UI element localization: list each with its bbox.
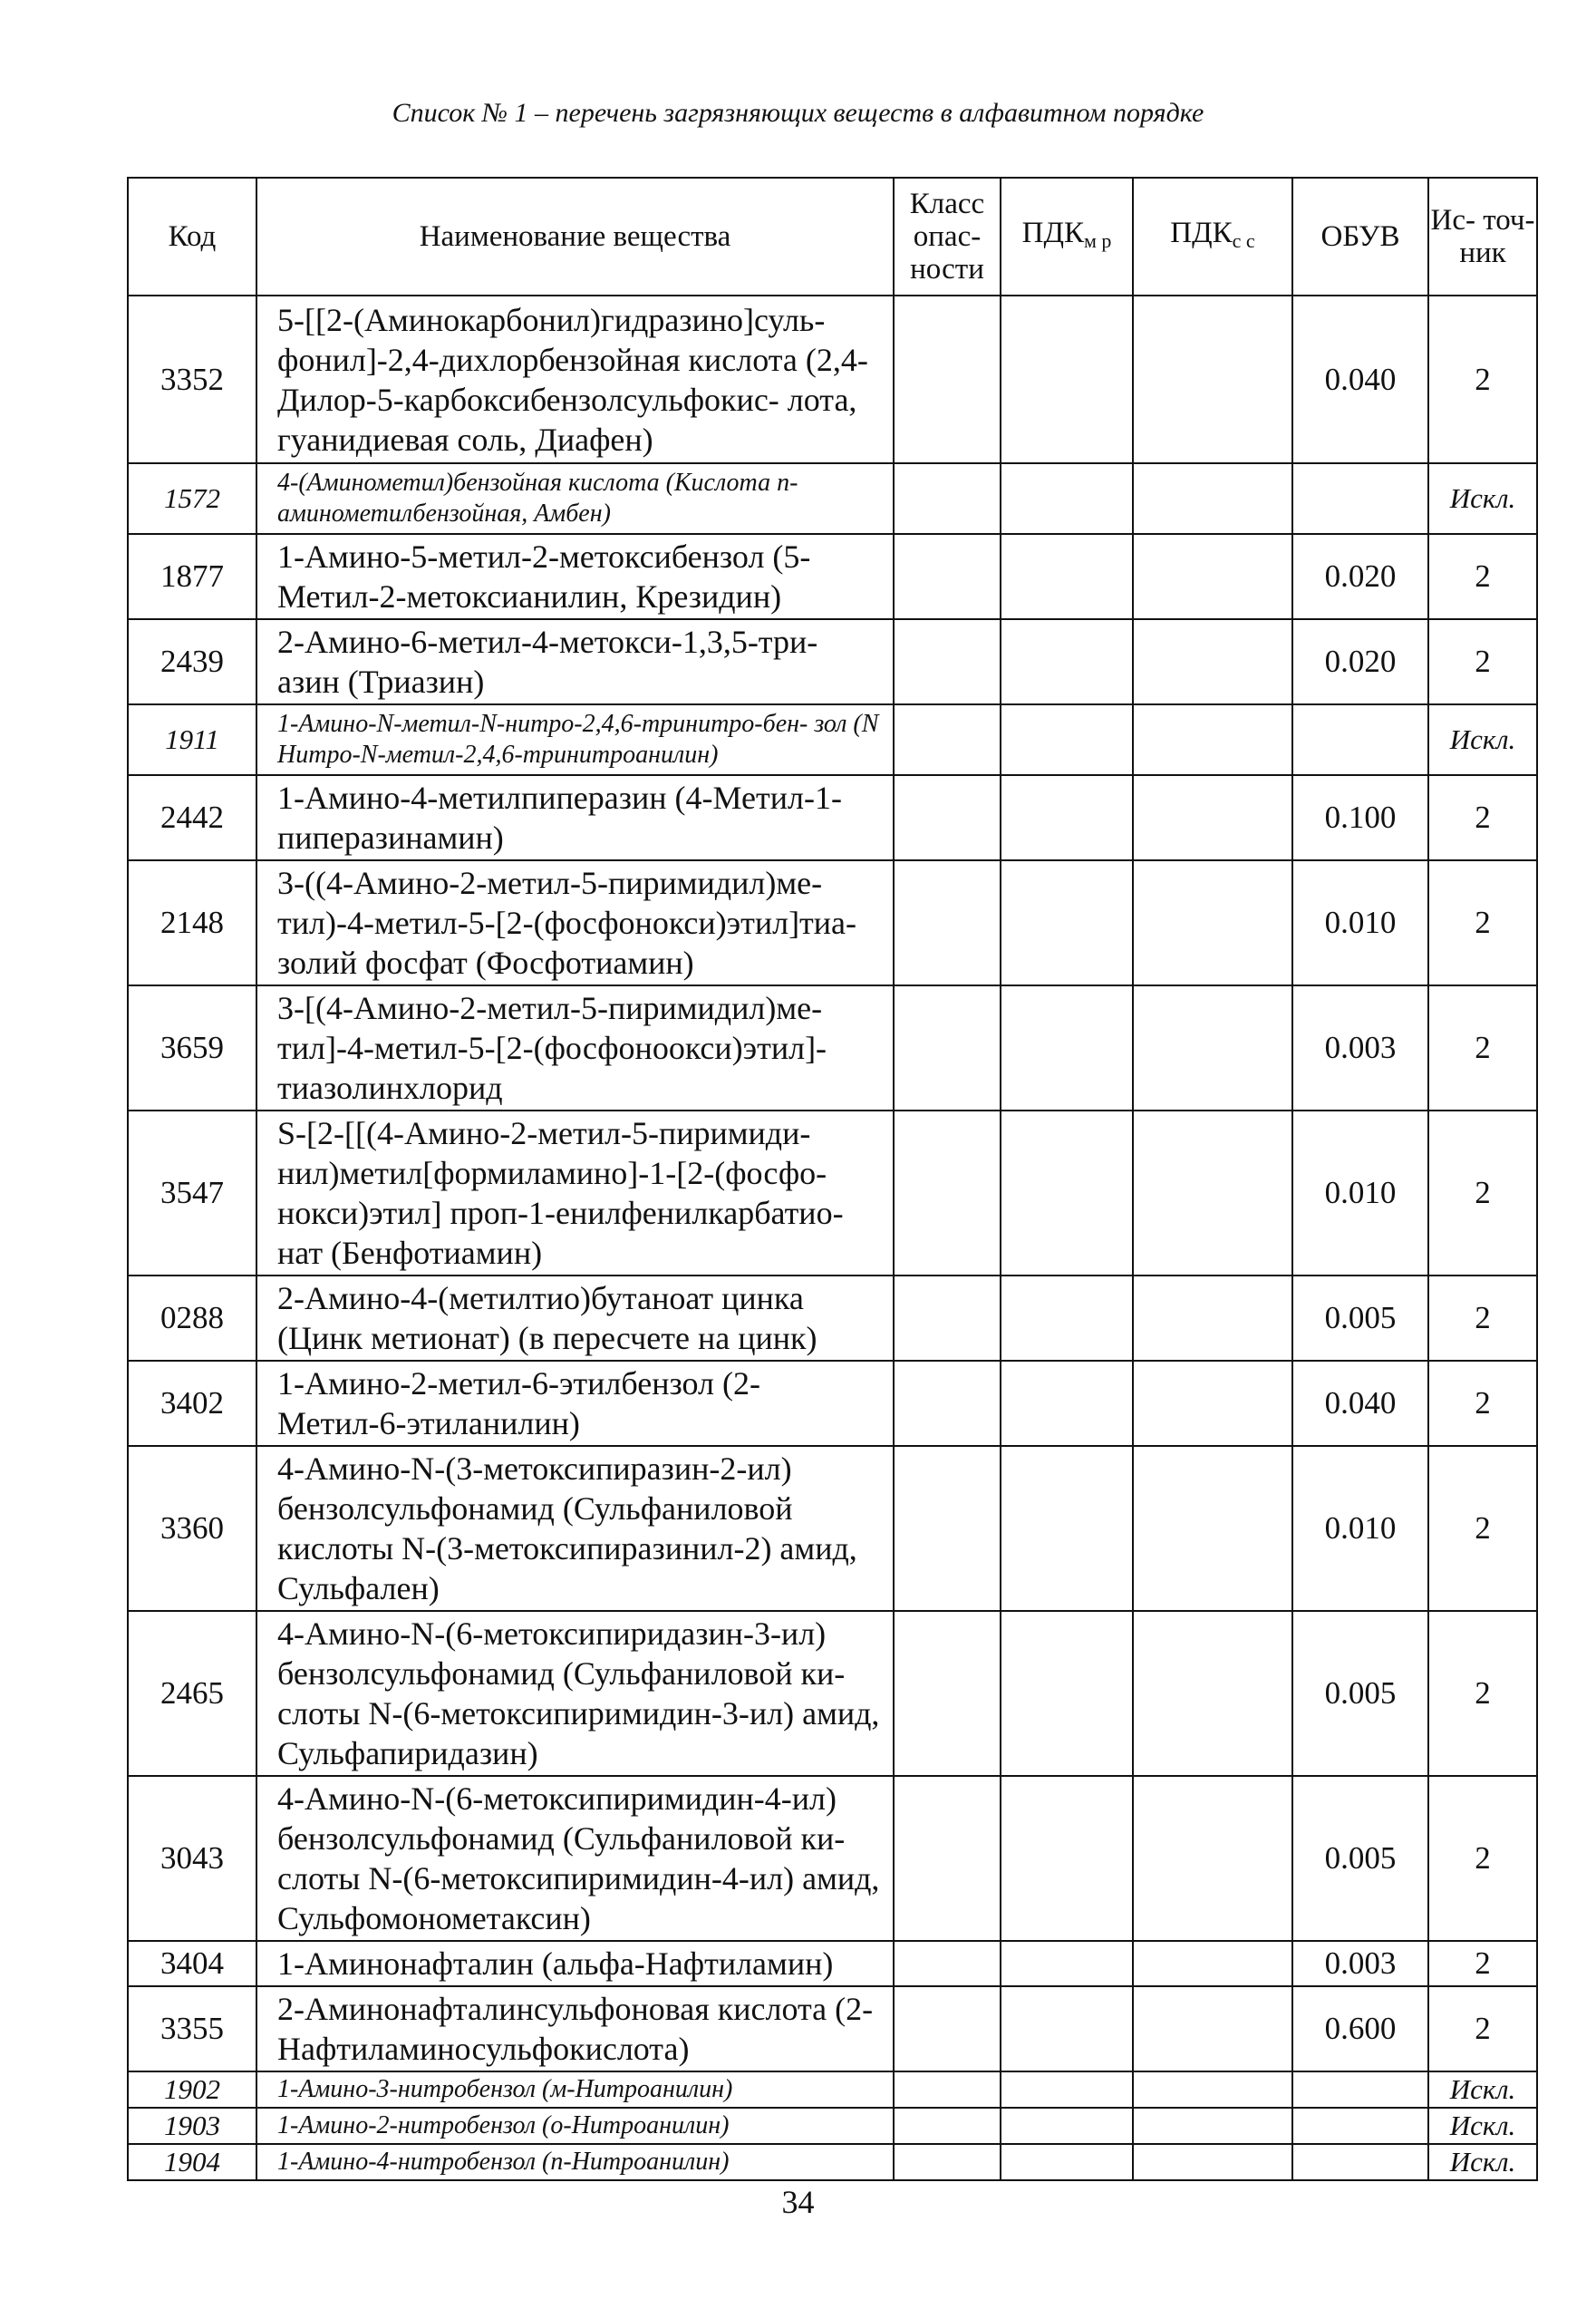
cell-code: 2465 bbox=[128, 1611, 256, 1776]
cell-pdk-mr bbox=[1001, 775, 1133, 860]
cell-name: 4-(Аминометил)бензойная кислота (Кислота п-аминометилбензойная, Амбен) bbox=[256, 463, 894, 534]
cell-name: 5-[[2-(Аминокарбонил)гидразино]суль- фонил]-2,4-дихлорбензойная кислота (2,4-Дилор-5-карбоксибензолсульфокис- лота, гуанидиевая соль, Диафен) bbox=[256, 296, 894, 463]
cell-source: 2 bbox=[1428, 985, 1537, 1111]
cell-class bbox=[894, 704, 1001, 775]
cell-name: 3-((4-Амино-2-метил-5-пиримидил)ме- тил)-4-метил-5-[2-(фосфонокси)этил]тиа- золий фосфат (Фосфотиамин) bbox=[256, 860, 894, 985]
table-row bbox=[128, 619, 1537, 704]
cell-pdk-mr bbox=[1001, 860, 1133, 985]
cell-pdk-mr bbox=[1001, 534, 1133, 619]
cell-pdk-ss bbox=[1133, 1111, 1292, 1276]
cell-code: 1903 bbox=[128, 2108, 256, 2144]
cell-source: Искл. bbox=[1428, 704, 1537, 775]
table-row bbox=[128, 1611, 1537, 1776]
cell-source: 2 bbox=[1428, 1986, 1537, 2071]
page-title: Список № 1 – перечень загрязняющих веществ в алфавитном порядке bbox=[392, 98, 1204, 128]
cell-name: 1-Амино-5-метил-2-метоксибензол (5-Метил-2-метоксианилин, Крезидин) bbox=[256, 534, 894, 619]
cell-pdk-ss bbox=[1133, 1941, 1292, 1986]
cell-class bbox=[894, 985, 1001, 1111]
cell-code: 3547 bbox=[128, 1111, 256, 1276]
table-row bbox=[128, 1776, 1537, 1941]
cell-code: 3404 bbox=[128, 1941, 256, 1986]
cell-pdk-mr bbox=[1001, 296, 1133, 463]
table-row bbox=[128, 1941, 1537, 1986]
cell-pdk-mr bbox=[1001, 1776, 1133, 1941]
cell-source: 2 bbox=[1428, 296, 1537, 463]
cell-source: 2 bbox=[1428, 1111, 1537, 1276]
cell-obuv: 0.003 bbox=[1292, 1941, 1428, 1986]
table-row bbox=[128, 985, 1537, 1111]
cell-obuv: 0.003 bbox=[1292, 985, 1428, 1111]
cell-obuv: 0.010 bbox=[1292, 860, 1428, 985]
cell-class bbox=[894, 1986, 1001, 2071]
cell-obuv bbox=[1292, 2144, 1428, 2180]
header-source: Ис- точ- ник bbox=[1428, 178, 1537, 296]
cell-name: 1-Аминонафталин (альфа-Нафтиламин) bbox=[256, 1941, 894, 1986]
cell-class bbox=[894, 619, 1001, 704]
header-pdk-ss bbox=[1133, 178, 1292, 296]
cell-pdk-mr bbox=[1001, 1446, 1133, 1611]
cell-class bbox=[894, 1276, 1001, 1361]
cell-code: 1877 bbox=[128, 534, 256, 619]
page-number: 34 bbox=[781, 2184, 815, 2220]
cell-source: Искл. bbox=[1428, 463, 1537, 534]
cell-obuv: 0.100 bbox=[1292, 775, 1428, 860]
cell-pdk-mr bbox=[1001, 985, 1133, 1111]
cell-code: 3659 bbox=[128, 985, 256, 1111]
cell-source: 2 bbox=[1428, 1276, 1537, 1361]
header-pdk-mr bbox=[1001, 178, 1133, 296]
cell-code: 2442 bbox=[128, 775, 256, 860]
cell-pdk-mr bbox=[1001, 2108, 1133, 2144]
cell-name: 2-Аминонафталинсульфоновая кислота (2-Нафтиламиносульфокислота) bbox=[256, 1986, 894, 2071]
cell-source: Искл. bbox=[1428, 2108, 1537, 2144]
cell-pdk-ss bbox=[1133, 1361, 1292, 1446]
cell-pdk-mr bbox=[1001, 1276, 1133, 1361]
cell-source: 2 bbox=[1428, 860, 1537, 985]
cell-code: 0288 bbox=[128, 1276, 256, 1361]
cell-pdk-mr bbox=[1001, 704, 1133, 775]
cell-pdk-ss bbox=[1133, 2144, 1292, 2180]
cell-source: Искл. bbox=[1428, 2071, 1537, 2108]
header-pdk-ss-sub: с с bbox=[1232, 228, 1255, 252]
header-hazard-class: Класс опас- ности bbox=[894, 178, 1001, 296]
cell-obuv: 0.005 bbox=[1292, 1611, 1428, 1776]
cell-name: 1-Амино-N-метил-N-нитро-2,4,6-тринитро-бен- зол (N Нитро-N-метил-2,4,6-тринитроанилин) bbox=[256, 704, 894, 775]
header-pdk-mr-sub: м р bbox=[1083, 228, 1112, 252]
cell-pdk-ss bbox=[1133, 775, 1292, 860]
cell-class bbox=[894, 1941, 1001, 1986]
cell-class bbox=[894, 2144, 1001, 2180]
cell-obuv: 0.010 bbox=[1292, 1446, 1428, 1611]
cell-pdk-ss bbox=[1133, 1276, 1292, 1361]
cell-code: 1572 bbox=[128, 463, 256, 534]
cell-code: 3360 bbox=[128, 1446, 256, 1611]
cell-obuv: 0.010 bbox=[1292, 1111, 1428, 1276]
table-row bbox=[128, 534, 1537, 619]
cell-code: 3355 bbox=[128, 1986, 256, 2071]
cell-name: 1-Амино-2-метил-6-этилбензол (2-Метил-6-этиланилин) bbox=[256, 1361, 894, 1446]
cell-pdk-mr bbox=[1001, 619, 1133, 704]
cell-obuv: 0.020 bbox=[1292, 534, 1428, 619]
cell-pdk-mr bbox=[1001, 463, 1133, 534]
cell-pdk-ss bbox=[1133, 1776, 1292, 1941]
table-row bbox=[128, 1986, 1537, 2071]
cell-obuv: 0.040 bbox=[1292, 1361, 1428, 1446]
table-row bbox=[128, 860, 1537, 985]
cell-pdk-ss bbox=[1133, 534, 1292, 619]
cell-class bbox=[894, 860, 1001, 985]
cell-pdk-mr bbox=[1001, 1111, 1133, 1276]
cell-obuv: 0.005 bbox=[1292, 1276, 1428, 1361]
cell-name: 4-Амино-N-(6-метоксипиридазин-3-ил) бензолсульфонамид (Сульфаниловой ки- слоты N-(6-метоксипиримидин-3-ил) амид, Сульфапиридазин) bbox=[256, 1611, 894, 1776]
cell-name: S-[2-[[(4-Амино-2-метил-5-пиримиди- нил)метил[формиламино]-1-[2-(фосфо- нокси)этил] проп-1-енилфенилкарбатио- нат (Бенфотиамин) bbox=[256, 1111, 894, 1276]
cell-name: 1-Амино-4-метилпиперазин (4-Метил-1-пиперазинамин) bbox=[256, 775, 894, 860]
cell-code: 3352 bbox=[128, 296, 256, 463]
table-header-row bbox=[128, 178, 1537, 296]
cell-pdk-mr bbox=[1001, 2071, 1133, 2108]
cell-name: 3-[(4-Амино-2-метил-5-пиримидил)ме- тил]-4-метил-5-[2-(фосфоноокси)этил]- тиазолинхлорид bbox=[256, 985, 894, 1111]
cell-source: 2 bbox=[1428, 775, 1537, 860]
cell-name: 1-Амино-2-нитробензол (о-Нитроанилин) bbox=[256, 2108, 894, 2144]
cell-code: 2148 bbox=[128, 860, 256, 985]
cell-obuv: 0.005 bbox=[1292, 1776, 1428, 1941]
table-row bbox=[128, 1361, 1537, 1446]
cell-pdk-ss bbox=[1133, 463, 1292, 534]
cell-source: 2 bbox=[1428, 1776, 1537, 1941]
cell-obuv: 0.020 bbox=[1292, 619, 1428, 704]
cell-class bbox=[894, 1611, 1001, 1776]
cell-source: Искл. bbox=[1428, 2144, 1537, 2180]
cell-name: 2-Амино-4-(метилтио)бутаноат цинка (Цинк метионат) (в пересчете на цинк) bbox=[256, 1276, 894, 1361]
cell-pdk-mr bbox=[1001, 2144, 1133, 2180]
cell-class bbox=[894, 1776, 1001, 1941]
cell-pdk-ss bbox=[1133, 860, 1292, 985]
cell-pdk-mr bbox=[1001, 1986, 1133, 2071]
cell-class bbox=[894, 534, 1001, 619]
cell-source: 2 bbox=[1428, 534, 1537, 619]
cell-name: 4-Амино-N-(6-метоксипиримидин-4-ил) бензолсульфонамид (Сульфаниловой ки- слоты N-(6-метоксипиримидин-4-ил) амид, Сульфомонометаксин) bbox=[256, 1776, 894, 1941]
header-pdk-ss-base: ПДК bbox=[1170, 216, 1233, 249]
cell-source: 2 bbox=[1428, 619, 1537, 704]
cell-class bbox=[894, 296, 1001, 463]
header-name: Наименование вещества bbox=[256, 178, 894, 296]
table-row bbox=[128, 1276, 1537, 1361]
cell-obuv bbox=[1292, 2108, 1428, 2144]
cell-name: 4-Амино-N-(3-метоксипиразин-2-ил) бензолсульфонамид (Сульфаниловой кислоты N-(3-метоксипиразинил-2) амид, Сульфален) bbox=[256, 1446, 894, 1611]
cell-pdk-ss bbox=[1133, 985, 1292, 1111]
cell-pdk-ss bbox=[1133, 296, 1292, 463]
table-row bbox=[128, 2071, 1537, 2108]
cell-source: 2 bbox=[1428, 1611, 1537, 1776]
cell-source: 2 bbox=[1428, 1361, 1537, 1446]
cell-class bbox=[894, 775, 1001, 860]
substances-table bbox=[127, 177, 1538, 2181]
cell-pdk-mr bbox=[1001, 1611, 1133, 1776]
table-row bbox=[128, 1111, 1537, 1276]
table-row bbox=[128, 2108, 1537, 2144]
table-row bbox=[128, 775, 1537, 860]
cell-pdk-ss bbox=[1133, 2108, 1292, 2144]
cell-obuv: 0.600 bbox=[1292, 1986, 1428, 2071]
header-pdk-mr-base: ПДК bbox=[1021, 216, 1084, 249]
cell-class bbox=[894, 2108, 1001, 2144]
table-row bbox=[128, 463, 1537, 534]
cell-class bbox=[894, 463, 1001, 534]
cell-pdk-mr bbox=[1001, 1941, 1133, 1986]
table-row bbox=[128, 1446, 1537, 1611]
cell-pdk-ss bbox=[1133, 704, 1292, 775]
header-code: Код bbox=[128, 178, 256, 296]
cell-obuv bbox=[1292, 704, 1428, 775]
cell-source: 2 bbox=[1428, 1941, 1537, 1986]
table-row bbox=[128, 2144, 1537, 2180]
cell-source: 2 bbox=[1428, 1446, 1537, 1611]
cell-pdk-ss bbox=[1133, 2071, 1292, 2108]
header-obuv: ОБУВ bbox=[1292, 178, 1428, 296]
cell-class bbox=[894, 1446, 1001, 1611]
table-row bbox=[128, 704, 1537, 775]
cell-code: 3402 bbox=[128, 1361, 256, 1446]
cell-code: 1904 bbox=[128, 2144, 256, 2180]
cell-code: 1902 bbox=[128, 2071, 256, 2108]
cell-pdk-ss bbox=[1133, 1446, 1292, 1611]
cell-code: 2439 bbox=[128, 619, 256, 704]
table-row bbox=[128, 296, 1537, 463]
cell-name: 1-Амино-4-нитробензол (п-Нитроанилин) bbox=[256, 2144, 894, 2180]
cell-pdk-mr bbox=[1001, 1361, 1133, 1446]
cell-obuv bbox=[1292, 2071, 1428, 2108]
cell-name: 2-Амино-6-метил-4-метокси-1,3,5-три- азин (Триазин) bbox=[256, 619, 894, 704]
cell-obuv: 0.040 bbox=[1292, 296, 1428, 463]
cell-pdk-ss bbox=[1133, 1986, 1292, 2071]
cell-pdk-ss bbox=[1133, 619, 1292, 704]
cell-class bbox=[894, 1111, 1001, 1276]
cell-class bbox=[894, 1361, 1001, 1446]
cell-obuv bbox=[1292, 463, 1428, 534]
cell-name: 1-Амино-3-нитробензол (м-Нитроанилин) bbox=[256, 2071, 894, 2108]
cell-class bbox=[894, 2071, 1001, 2108]
cell-pdk-ss bbox=[1133, 1611, 1292, 1776]
cell-code: 1911 bbox=[128, 704, 256, 775]
cell-code: 3043 bbox=[128, 1776, 256, 1941]
